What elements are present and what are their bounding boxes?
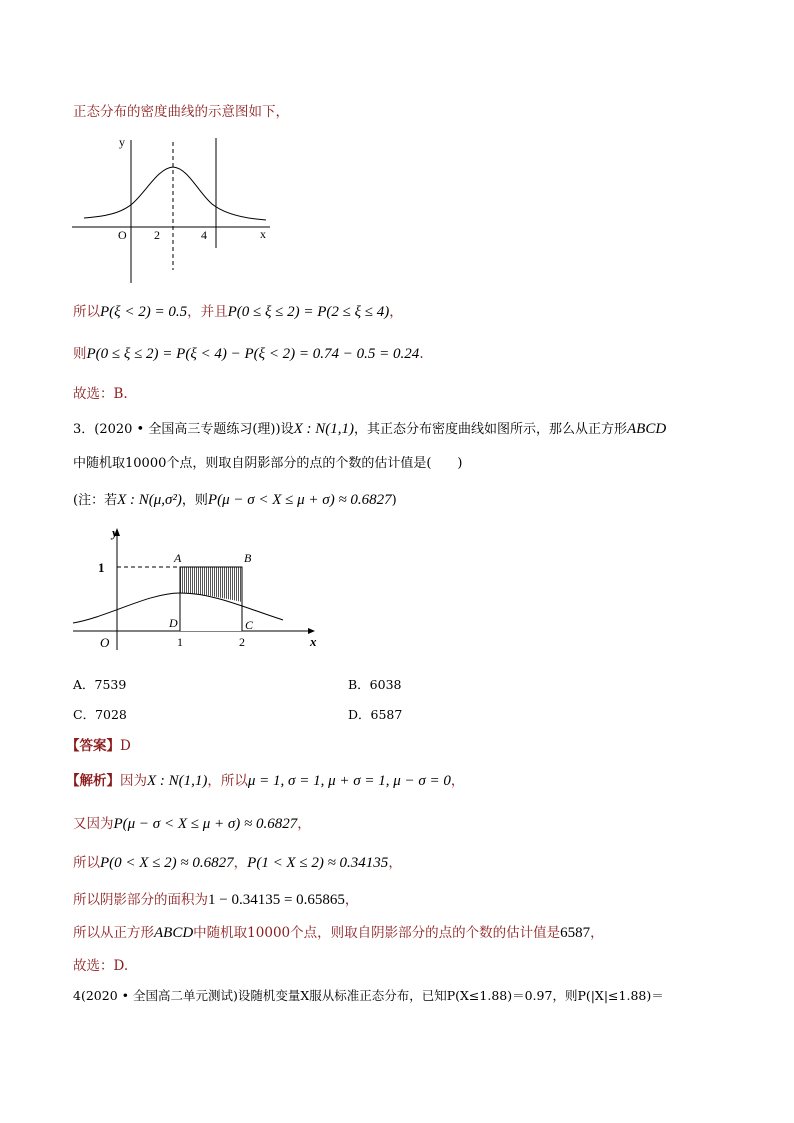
option-c[interactable]: C．7028 <box>73 707 127 722</box>
intro-text: 正态分布的密度曲线的示意图如下， <box>73 104 289 120</box>
option-d[interactable]: D．6587 <box>348 707 403 722</box>
origin-label: O <box>100 635 110 650</box>
tick-4: 4 <box>201 228 207 242</box>
y-label: y <box>119 135 125 149</box>
eq-symmetry: P(0 ≤ ξ ≤ 2) = P(2 ≤ ξ ≤ 4) <box>227 304 390 320</box>
q3-note: (注：若X : N(μ,σ²)，则P(μ − σ < X ≤ μ + σ) ≈ 0.6827) <box>73 492 397 508</box>
answer-label: 【答案】 <box>66 738 120 754</box>
tick-1: 1 <box>177 635 183 649</box>
figure-square-abcd <box>68 522 330 650</box>
figure-normal-curve-1 <box>70 130 280 285</box>
line-then: 则P(0 ≤ ξ ≤ 2) = P(ξ < 4) − P(ξ < 2) = 0.74 − 0.5 = 0.24. <box>73 346 424 362</box>
density-curve <box>84 167 266 220</box>
q4-line: 4(2020 • 全国高二单元测试)设随机变量X服从标准正态分布，已知P(X≤1.88)＝0.97，则P(|X|≤1.88)＝ <box>73 988 664 1003</box>
label-C: C <box>245 618 254 632</box>
tick-2: 2 <box>239 635 245 649</box>
origin-label: O <box>118 228 127 242</box>
line-so-1: 所以P(ξ < 2) = 0.5，并且P(0 ≤ ξ ≤ 2) = P(2 ≤ ξ ≤ 4)， <box>73 304 403 320</box>
analysis-line-4: 所以阴影部分的面积为1 − 0.34135 = 0.65865， <box>73 892 359 908</box>
analysis-choose: 故选：D. <box>73 958 129 974</box>
one-label: 1 <box>98 560 105 575</box>
choose-b: 故选：B. <box>73 386 128 402</box>
eq-p-less-2: P(ξ < 2) = 0.5 <box>100 304 188 320</box>
q3-line1: 3．(2020 • 全国高三专题练习(理))设X : N(1,1)，其正态分布密度曲线如图所示，那么从正方形ABCD <box>73 421 667 437</box>
label-B: B <box>244 551 252 565</box>
eq-result: P(0 ≤ ξ ≤ 2) = P(ξ < 4) − P(ξ < 2) = 0.74 − 0.5 = 0.24 <box>86 346 420 362</box>
option-b[interactable]: B．6038 <box>348 677 402 692</box>
option-a[interactable]: A．7539 <box>73 677 127 692</box>
analysis-line-3: 所以P(0 < X ≤ 2) ≈ 0.6827，P(1 < X ≤ 2) ≈ 0.34135， <box>73 855 402 871</box>
label-D: D <box>169 616 178 630</box>
x-label: x <box>260 227 266 241</box>
analysis-line-5: 所以从正方形ABCD中随机取10000个点，则取自阴影部分的点的个数的估计值是6587， <box>73 925 604 941</box>
answer-line <box>66 737 131 755</box>
q3-line2: 中随机取10000个点，则取自阴影部分的点的个数的估计值是( ) <box>73 456 463 471</box>
y-label: y <box>112 525 118 540</box>
answer-value: D <box>120 738 131 754</box>
analysis-line-1: 【解析】因为X : N(1,1)，所以μ = 1, σ = 1, μ + σ = 1, μ − σ = 0， <box>66 773 465 789</box>
x-label: x <box>310 634 317 649</box>
analysis-line-2: 又因为P(μ − σ < X ≤ μ + σ) ≈ 0.6827， <box>73 816 311 832</box>
analysis-label: 【解析】 <box>66 773 120 789</box>
label-A: A <box>174 551 182 565</box>
tick-2: 2 <box>154 228 160 242</box>
